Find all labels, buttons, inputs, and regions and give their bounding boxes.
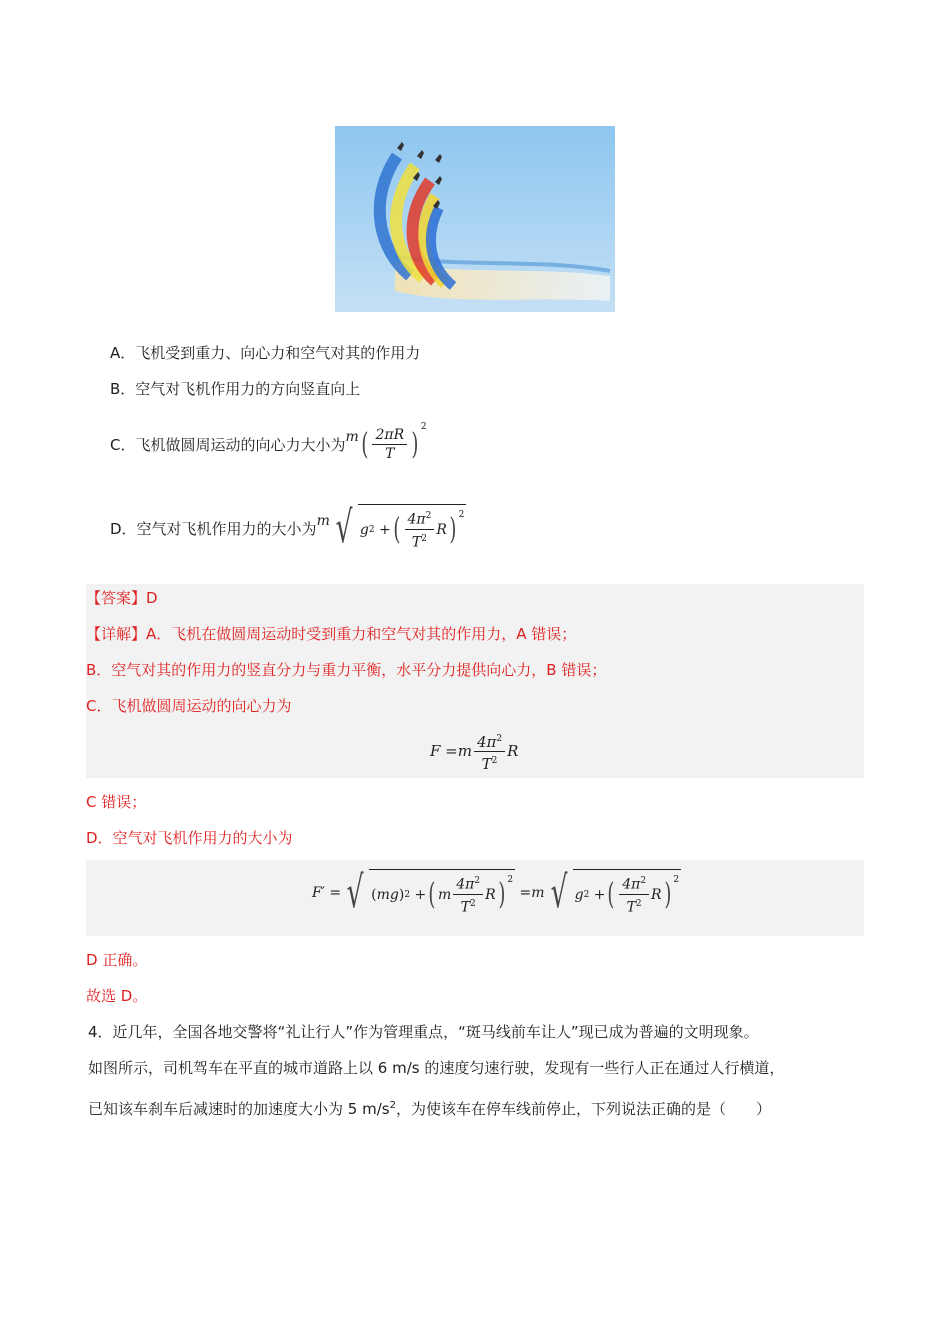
option-a: A．飞机受到重力、向心力和空气对其的作用力 xyxy=(110,344,421,362)
answer-label: 【答案】 xyxy=(86,589,147,607)
question4-line1: 4．近几年，全国各地交警将“礼让行人”作为管理重点，“斑马线前车让人”现已成为普遍的文明现象。 xyxy=(88,1023,759,1041)
centripetal-formula: F =m $\frac{4\pi^2}{T^2}$ R xyxy=(430,728,518,774)
option-d-formula: m √ g 2 + ( $\frac{4\pi^2}{T^2}$ R ) 2 xyxy=(316,502,465,553)
explanation-line-c-end: C 错误； xyxy=(86,793,147,811)
explanation-line-c: C．飞机做圆周运动的向心力为 xyxy=(86,697,292,715)
explanation-line-a xyxy=(86,624,576,644)
option-c xyxy=(110,414,427,474)
option-d xyxy=(110,498,466,558)
explanation-line-b: B．空气对其的作用力的竖直分力与重力平衡，水平分力提供向心力，B 错误； xyxy=(86,661,607,679)
conclusion-line: 故选 D。 xyxy=(86,987,148,1005)
option-d-text: D．空气对飞机作用力的大小为 xyxy=(110,519,317,538)
air-force-formula: F′ = √ ( mg ) 2 + ( m $\frac{4\pi^2}{T^2}$ R ) 2 =m √ g 2 + ( $\frac{4\pi^2}{T^2}$ R ) 2 xyxy=(312,867,680,918)
explanation-a-text: A．飞机在做圆周运动时受到重力和空气对其的作用力，A 错误； xyxy=(146,625,577,643)
option-c-formula: m ( $\frac{2\pi R}{T}$ ) 2 xyxy=(345,422,427,462)
aerobatic-photo xyxy=(335,126,615,312)
option-b: B．空气对飞机作用力的方向竖直向上 xyxy=(110,380,361,398)
question4-line3-sup: 2 xyxy=(389,1100,396,1111)
explanation-line-d-end: D 正确。 xyxy=(86,951,148,969)
question4-line3 xyxy=(88,1096,771,1119)
explanation-line-d: D．空气对飞机作用力的大小为 xyxy=(86,829,293,847)
question4-line3-post: ，为使该车在停车线前停止，下列说法正确的是（ ） xyxy=(395,1100,771,1118)
question4-line3-pre: 已知该车刹车后减速时的加速度大小为 5 m/s xyxy=(88,1100,390,1118)
answer-value: D xyxy=(146,589,158,607)
explanation-label: 【详解】 xyxy=(86,625,147,643)
question4-line2: 如图所示，司机驾车在平直的城市道路上以 6 m/s 的速度匀速行驶，发现有一些行人正在通过人行横道， xyxy=(88,1059,785,1077)
answer-line xyxy=(86,588,158,608)
option-c-text: C．飞机做圆周运动的向心力大小为 xyxy=(110,435,346,454)
jets-smoke-illustration xyxy=(335,126,615,312)
